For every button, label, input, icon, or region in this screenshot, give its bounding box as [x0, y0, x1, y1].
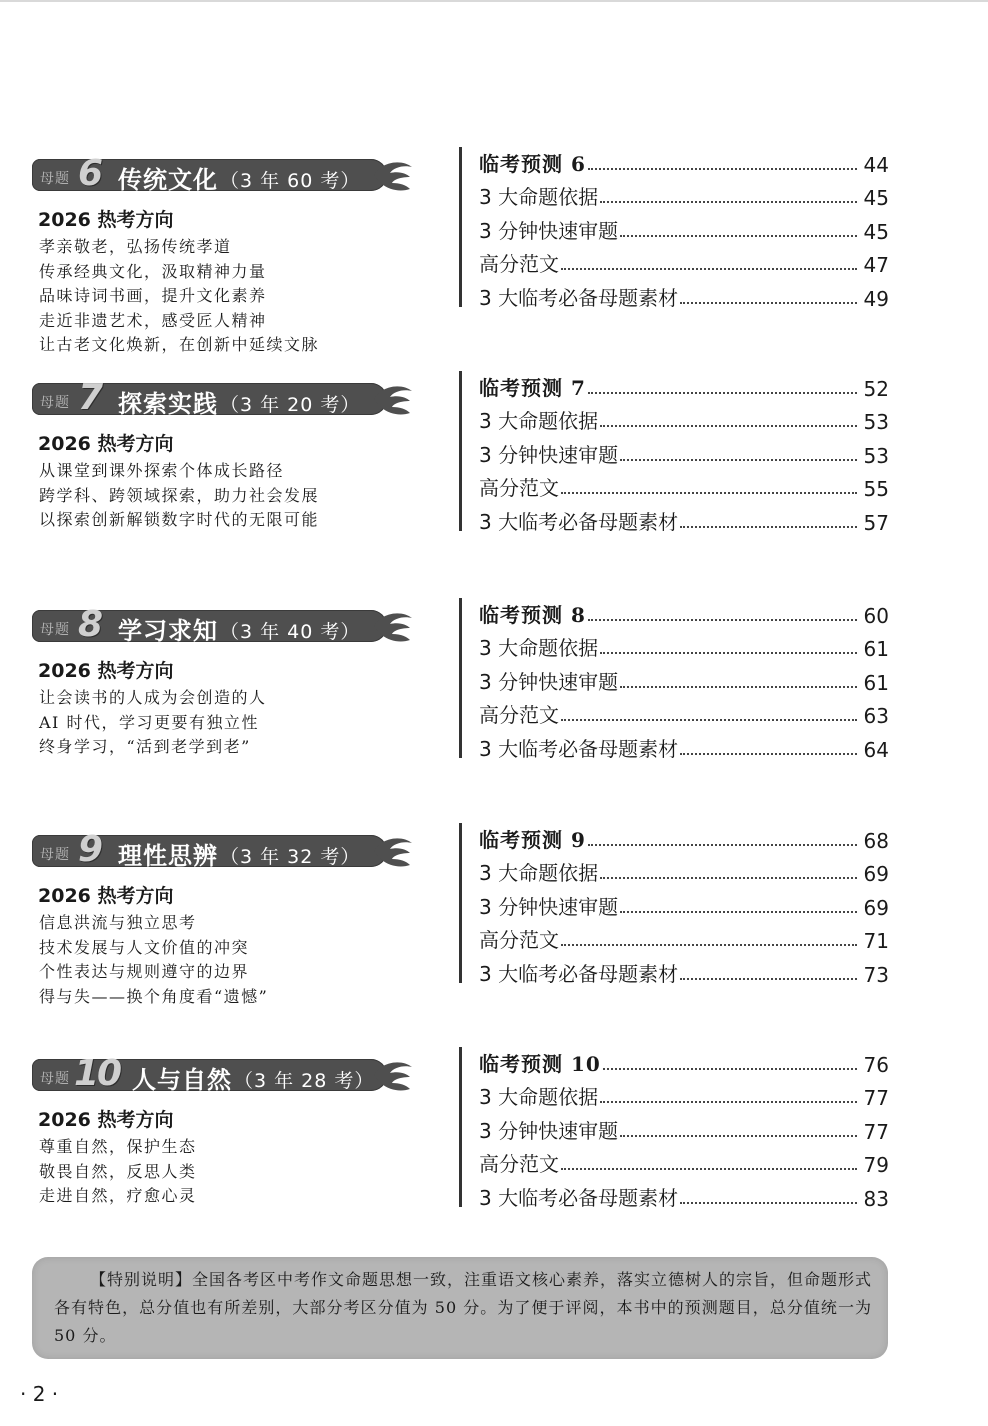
topic-item: 敬畏自然，反思人类 — [39, 1161, 197, 1181]
banner-count: （3 年 20 考） — [220, 394, 361, 416]
toc-entry[interactable] — [479, 1047, 889, 1077]
toc-page-number: 63 — [863, 704, 889, 728]
dot-leader — [620, 1134, 857, 1137]
toc-label: 3 大临考必备母题素材 — [479, 962, 679, 986]
toc-label: 高分范文 — [479, 252, 559, 276]
toc-label: 3 分钟快速审题 — [479, 443, 619, 467]
dot-leader — [680, 301, 857, 304]
hot-direction-heading: 2026 热考方向 — [38, 885, 174, 907]
cloud-swirl-icon — [372, 379, 416, 419]
topic-item: AI 时代，学习更要有独立性 — [39, 712, 259, 732]
banner-prefix: 母题 — [40, 171, 70, 187]
toc-label: 3 大临考必备母题素材 — [479, 286, 679, 310]
topic-item: 从课堂到课外探索个体成长路径 — [39, 461, 285, 480]
toc-label: 高分范文 — [479, 703, 559, 727]
topic-item: 孝亲敬老，弘扬传统孝道 — [39, 237, 232, 256]
dot-leader — [600, 1100, 857, 1103]
dot-leader — [620, 910, 857, 913]
banner-title: 探索实践 — [118, 390, 218, 418]
section-theme-10 — [0, 1052, 988, 1275]
dot-leader — [680, 1201, 857, 1204]
toc-label: 高分范文 — [479, 476, 559, 500]
topic-item: 让古老文化焕新，在创新中延续文脉 — [39, 335, 320, 354]
topic-item: 传承经典文化，汲取精神力量 — [39, 261, 267, 281]
topic-item: 个性表达与规则遵守的边界 — [39, 962, 250, 981]
dot-leader — [600, 651, 857, 654]
toc-entry[interactable] — [479, 281, 889, 311]
dot-leader — [680, 977, 857, 980]
topic-item: 尊重自然，保护生态 — [39, 1137, 197, 1156]
toc-page-number: 60 — [863, 604, 889, 628]
dot-leader — [561, 718, 857, 721]
toc-label: 临考预测 10 — [479, 1052, 601, 1076]
banner-count: （3 年 32 考） — [220, 846, 361, 868]
toc-entry[interactable] — [479, 438, 889, 468]
toc-page-number: 45 — [863, 220, 889, 244]
theme-banner — [32, 155, 412, 195]
toc-entry[interactable] — [479, 147, 889, 177]
toc-page-number: 49 — [863, 287, 889, 311]
hot-direction-heading: 2026 热考方向 — [38, 209, 174, 231]
toc-page-number: 61 — [863, 671, 889, 695]
theme-banner — [32, 606, 412, 646]
banner-title: 理性思辨 — [118, 842, 218, 870]
dot-leader — [561, 491, 857, 494]
toc-page-number: 57 — [863, 511, 889, 535]
banner-number: 10 — [74, 1053, 121, 1094]
toc-entry[interactable] — [479, 404, 889, 434]
special-note-text: 【特别说明】全国各考区中考作文命题思想一致，注重语文核心素养，落实立德树人的宗旨，但命题形式各有特色，总分值也有所差别，大部分考区分值为 50 分。为了便于评阅，本书中的预测题目，总分值统一为 50 分。 — [54, 1270, 873, 1345]
banner-title: 学习求知 — [118, 617, 218, 645]
toc-label: 临考预测 7 — [479, 376, 586, 400]
topic-list — [39, 686, 267, 760]
topic-item: 走进自然，疗愈心灵 — [39, 1186, 197, 1205]
toc-entry[interactable] — [479, 698, 889, 728]
dot-leader — [588, 391, 857, 394]
toc-page-number: 77 — [863, 1086, 889, 1110]
toc-divider — [459, 371, 462, 531]
toc-entry[interactable] — [479, 180, 889, 210]
toc-entry[interactable] — [479, 1181, 889, 1211]
theme-banner — [32, 831, 412, 871]
dot-leader — [588, 843, 857, 846]
toc-page-number: 79 — [863, 1153, 889, 1177]
toc-page-number: 76 — [863, 1053, 889, 1077]
dot-leader — [620, 685, 857, 688]
toc-label: 3 大命题依据 — [479, 636, 599, 660]
topic-item: 以探索创新解锁数字时代的无限可能 — [39, 510, 320, 529]
toc-page-number: 53 — [863, 444, 889, 468]
banner-prefix: 母题 — [40, 847, 70, 863]
toc-entry[interactable] — [479, 823, 889, 853]
banner-title: 传统文化 — [118, 166, 218, 194]
section-theme-6 — [0, 152, 988, 375]
toc-label: 3 分钟快速审题 — [479, 895, 619, 919]
toc-page-number: 47 — [863, 253, 889, 277]
toc-label: 3 大命题依据 — [479, 185, 599, 209]
section-theme-7 — [0, 376, 988, 599]
toc-entry[interactable] — [479, 665, 889, 695]
toc-page-number: 69 — [863, 896, 889, 920]
topic-list — [39, 235, 319, 358]
toc-label: 3 大命题依据 — [479, 1085, 599, 1109]
toc-label: 临考预测 8 — [479, 603, 586, 627]
toc-entry[interactable] — [479, 1114, 889, 1144]
topic-item: 技术发展与人文价值的冲突 — [39, 937, 250, 957]
theme-banner — [32, 1055, 412, 1095]
toc-divider — [459, 1047, 462, 1207]
dot-leader — [600, 424, 857, 427]
toc-entry[interactable] — [479, 1147, 889, 1177]
section-theme-8 — [0, 603, 988, 826]
toc-page-number: 52 — [863, 377, 889, 401]
cloud-swirl-icon — [372, 1055, 416, 1095]
toc-page-number: 71 — [863, 929, 889, 953]
hot-direction-heading: 2026 热考方向 — [38, 660, 174, 682]
toc-page-number: 45 — [863, 186, 889, 210]
page-number: · 2 · — [20, 1382, 59, 1406]
dot-leader — [561, 1167, 857, 1170]
toc-label: 临考预测 6 — [479, 152, 586, 176]
toc-label: 3 大临考必备母题素材 — [479, 1186, 679, 1210]
banner-title: 人与自然 — [132, 1066, 232, 1094]
topic-item: 品味诗词书画，提升文化素养 — [39, 286, 267, 305]
banner-number: 8 — [78, 604, 104, 645]
toc-page-number: 83 — [863, 1187, 889, 1211]
dot-leader — [588, 167, 857, 170]
toc-entry[interactable] — [479, 957, 889, 987]
dot-leader — [588, 618, 857, 621]
toc-entry[interactable] — [479, 247, 889, 277]
dot-leader — [600, 876, 857, 879]
toc-page-number: 55 — [863, 477, 889, 501]
toc-divider — [459, 147, 462, 307]
dot-leader — [620, 458, 857, 461]
cloud-swirl-icon — [372, 606, 416, 646]
dot-leader — [680, 525, 857, 528]
toc-page-number: 61 — [863, 637, 889, 661]
toc-page-number: 44 — [863, 153, 889, 177]
cloud-swirl-icon — [372, 831, 416, 871]
toc-label: 3 大临考必备母题素材 — [479, 737, 679, 761]
topic-item: 跨学科、跨领域探索，助力社会发展 — [39, 485, 320, 505]
toc-divider — [459, 598, 462, 758]
dot-leader — [561, 943, 857, 946]
toc-entry[interactable] — [479, 631, 889, 661]
topic-item: 得与失——换个角度看“遗憾” — [39, 986, 269, 1006]
banner-count: （3 年 28 考） — [234, 1070, 375, 1092]
special-note-box — [32, 1257, 888, 1359]
toc-entry[interactable] — [479, 890, 889, 920]
cloud-swirl-icon — [372, 155, 416, 195]
toc-entry[interactable] — [479, 471, 889, 501]
topic-item: 让会读书的人成为会创造的人 — [39, 688, 267, 707]
toc-label: 3 分钟快速审题 — [479, 1119, 619, 1143]
toc-label: 3 分钟快速审题 — [479, 219, 619, 243]
banner-count: （3 年 60 考） — [220, 170, 361, 192]
toc-entry[interactable] — [479, 732, 889, 762]
dot-leader — [603, 1067, 857, 1070]
banner-number: 9 — [78, 829, 104, 870]
toc-page-number: 64 — [863, 738, 889, 762]
hot-direction-heading: 2026 热考方向 — [38, 433, 174, 455]
toc-entry[interactable] — [479, 505, 889, 535]
toc-page-number: 68 — [863, 829, 889, 853]
topic-item: 终身学习，“活到老学到老” — [39, 737, 251, 756]
toc-label: 3 大临考必备母题素材 — [479, 510, 679, 534]
topic-list — [39, 459, 319, 533]
toc-page-number: 53 — [863, 410, 889, 434]
toc-entry[interactable] — [479, 214, 889, 244]
toc-entry[interactable] — [479, 598, 889, 628]
toc-label: 3 大命题依据 — [479, 409, 599, 433]
banner-count: （3 年 40 考） — [220, 621, 361, 643]
toc-label: 高分范文 — [479, 1152, 559, 1176]
banner-prefix: 母题 — [40, 395, 70, 411]
dot-leader — [561, 267, 857, 270]
topic-item: 信息洪流与独立思考 — [39, 913, 197, 932]
toc-label: 临考预测 9 — [479, 828, 586, 852]
hot-direction-heading: 2026 热考方向 — [38, 1109, 174, 1131]
banner-number: 6 — [78, 153, 104, 194]
toc-page-number: 73 — [863, 963, 889, 987]
toc-label: 3 大命题依据 — [479, 861, 599, 885]
toc-label: 3 分钟快速审题 — [479, 670, 619, 694]
toc-page-number: 69 — [863, 862, 889, 886]
banner-prefix: 母题 — [40, 1071, 70, 1087]
section-theme-9 — [0, 828, 988, 1051]
dot-leader — [600, 200, 857, 203]
toc-label: 高分范文 — [479, 928, 559, 952]
toc-page-number: 77 — [863, 1120, 889, 1144]
toc-entry[interactable] — [479, 856, 889, 886]
dot-leader — [620, 234, 857, 237]
banner-number: 7 — [78, 377, 104, 418]
dot-leader — [680, 752, 857, 755]
toc-entry[interactable] — [479, 923, 889, 953]
toc-entry[interactable] — [479, 371, 889, 401]
topic-item: 走近非遗艺术，感受匠人精神 — [39, 310, 267, 330]
toc-entry[interactable] — [479, 1080, 889, 1110]
topic-list — [39, 911, 268, 1009]
toc-divider — [459, 823, 462, 983]
topic-list — [39, 1135, 197, 1209]
theme-banner — [32, 379, 412, 419]
banner-prefix: 母题 — [40, 622, 70, 638]
page-top-edge — [0, 0, 988, 2]
